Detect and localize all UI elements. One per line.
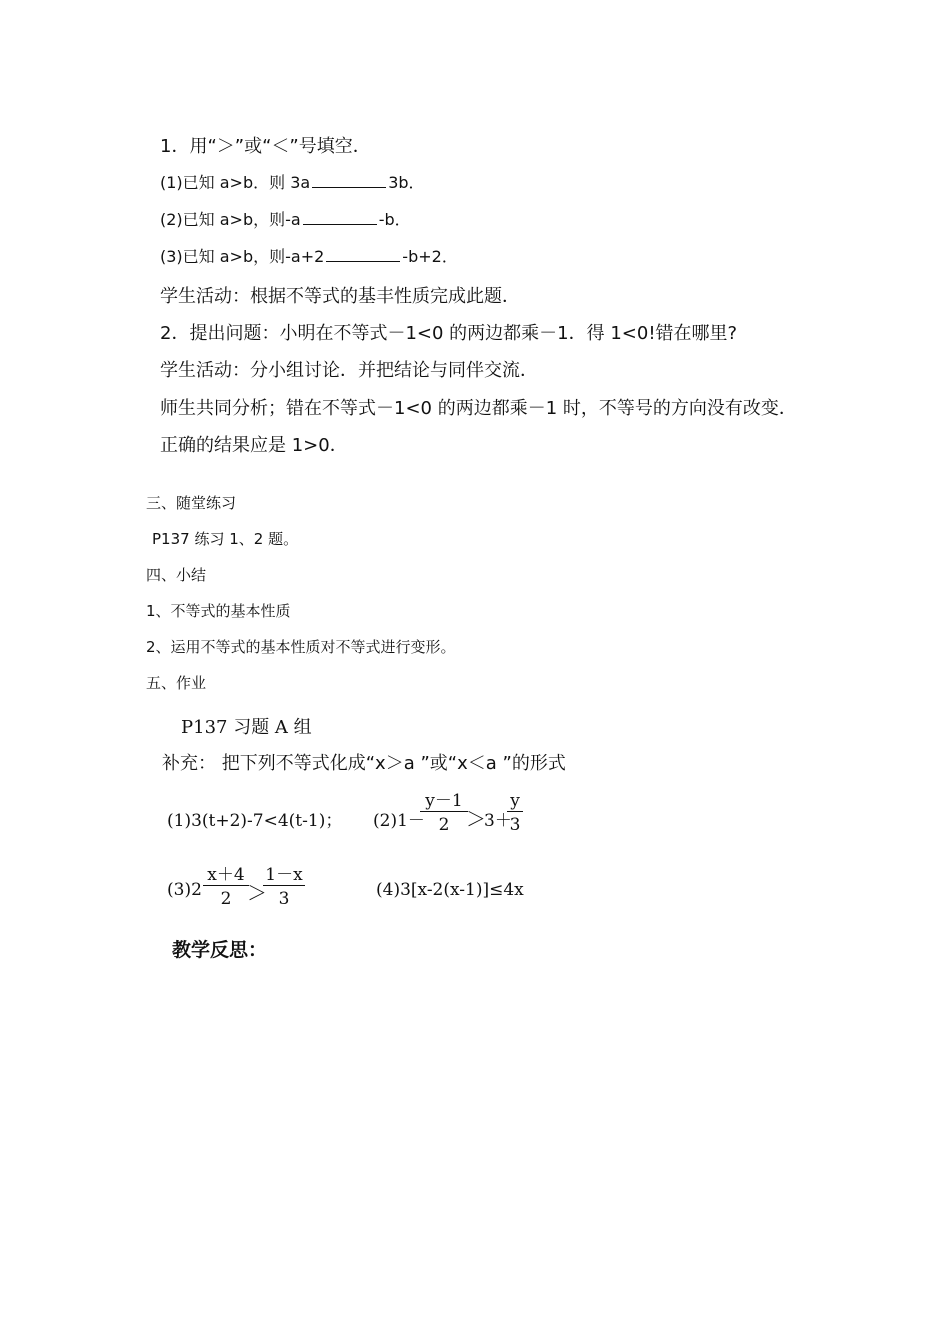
section5-heading: 五、作业 — [146, 674, 207, 692]
answer-blank — [326, 247, 400, 262]
problem-4: (4)3[x-2(x-1)]≤4x — [376, 880, 524, 900]
question-2: 2．提出问题：小明在不等式－1<0 的两边都乘－1．得 1<0!错在哪里? — [160, 323, 738, 344]
supplement-line: 补充： 把下列不等式化成“x＞a ”或“x＜a ”的形式 — [162, 753, 566, 774]
q1-part2-suffix: -b． — [378, 210, 411, 229]
fraction-numerator: x＋4 — [203, 866, 249, 886]
problem-2-mid: 3＋ — [484, 811, 512, 831]
student-activity-2: 学生活动：分小组讨论．并把结论与同伴交流． — [160, 360, 538, 381]
fraction-numerator: y — [507, 792, 523, 812]
q1-title: 1．用“＞”或“＜”号填空． — [160, 136, 371, 157]
q1-part3-prefix: (3)已知 a>b，则-a+2 — [160, 247, 325, 266]
fraction-denominator: 2 — [438, 815, 450, 835]
q1-part1-prefix: (1)已知 a>b．则 3a — [160, 173, 311, 192]
q1-part2-prefix: (2)已知 a>b，则-a — [160, 210, 301, 229]
q1-part1-suffix: 3b． — [388, 173, 425, 192]
problem-3-label: (3)2 — [167, 880, 202, 900]
student-activity-1: 学生活动：根据不等式的基丰性质完成此题． — [160, 286, 520, 307]
fraction-numerator: 1－x — [263, 866, 305, 886]
q1-part2 — [160, 207, 411, 230]
fraction-denominator: 3 — [509, 815, 521, 835]
problem-3-fraction — [203, 866, 249, 910]
fraction-denominator: 3 — [278, 889, 290, 909]
fraction-denominator: 2 — [220, 889, 232, 909]
problem-2-label: (2)1－ — [373, 811, 425, 831]
q1-part1 — [160, 170, 425, 193]
summary-item-2: 2、运用不等式的基本性质对不等式进行变形。 — [146, 638, 456, 656]
problem-1: (1)3(t+2)-7<4(t-1)； — [167, 811, 343, 831]
answer-blank — [303, 210, 377, 225]
problem-2-fraction-2 — [507, 792, 523, 836]
teaching-reflection-heading: 教学反思： — [172, 939, 268, 961]
greater-than-sign: ＞ — [247, 881, 267, 905]
section3-item: P137 练习 1、2 题。 — [152, 530, 299, 548]
section3-heading: 三、随堂练习 — [146, 494, 237, 512]
answer-blank — [312, 173, 386, 188]
section4-heading: 四、小结 — [146, 566, 207, 584]
q1-part3-suffix: -b+2． — [402, 247, 458, 266]
summary-item-1: 1、不等式的基本性质 — [146, 602, 291, 620]
homework-line: P137 习题 A 组 — [181, 717, 312, 738]
problem-3-fraction-2 — [263, 866, 305, 910]
greater-than-sign: ＞ — [466, 807, 486, 831]
problem-2-fraction — [420, 792, 468, 836]
correct-result: 正确的结果应是 1>0． — [160, 435, 348, 456]
q1-part3 — [160, 244, 458, 267]
joint-analysis: 师生共同分析；错在不等式－1<0 的两边都乘－1 时，不等号的方向没有改变． — [160, 398, 797, 419]
fraction-numerator: y－1 — [420, 792, 468, 812]
